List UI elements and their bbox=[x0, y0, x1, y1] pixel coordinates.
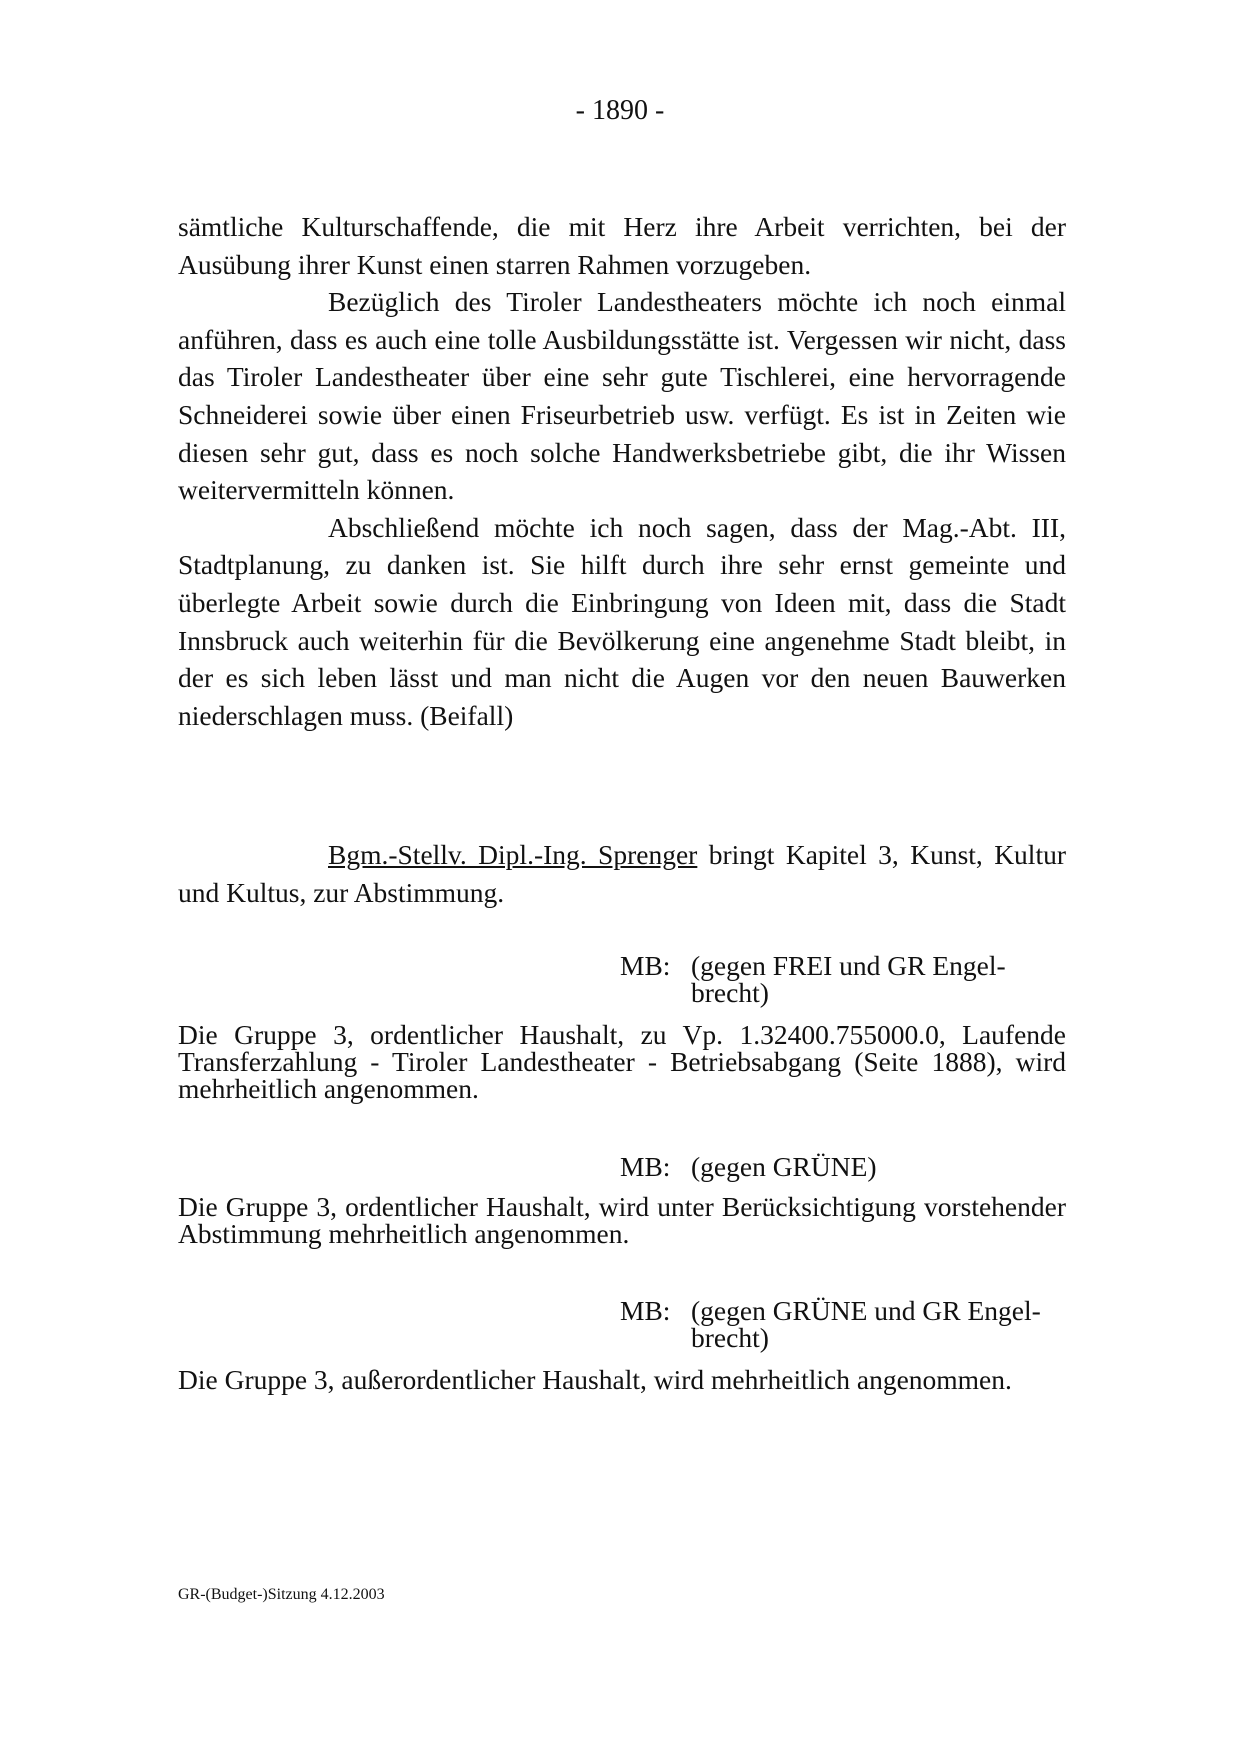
paragraph: Bezüglich des Tiroler Landestheaters möchte ich noch einmal anführen, dass es auch eine tolle Ausbildungsstätte ist. Vergessen wir nicht, dass das Tiroler Landestheater über eine sehr gute Tischlerei, eine hervorragende Schneiderei sowie über einen Friseurbetrieb usw. verfügt. Es ist in Zeiten wie diesen sehr gut, dass es noch solche Handwerksbetriebe gibt, die ihr Wissen weitervermitteln können. bbox=[178, 286, 1066, 506]
mb-label: MB: bbox=[620, 950, 671, 981]
vote-intro bbox=[178, 836, 1066, 911]
vote-result: Die Gruppe 3, ordentlicher Haushalt, zu Vp. 1.32400.755000.0, Laufende Transferzahlung - Tiroler Landestheater - Betriebsabgang (Seite 1888), wird mehrheitlich angenommen. bbox=[178, 1019, 1066, 1104]
vote-result: Die Gruppe 3, außerordentlicher Haushalt, wird mehrheitlich angenommen. bbox=[178, 1364, 1012, 1395]
vote-result: Die Gruppe 3, ordentlicher Haushalt, wird unter Berücksichtigung vorstehender Abstimmung mehrheitlich angenommen. bbox=[178, 1191, 1066, 1249]
speaker-name: Bgm.-Stellv. Dipl.-Ing. Sprenger bbox=[328, 839, 698, 870]
mb-note: (gegen FREI und GR Engel-brecht) bbox=[691, 950, 1006, 1008]
speech-text bbox=[178, 208, 1066, 734]
mb-label: MB: bbox=[620, 1151, 671, 1182]
mb-note: (gegen GRÜNE und GR Engel-brecht) bbox=[691, 1295, 1041, 1353]
page-number: - 1890 - bbox=[575, 95, 665, 126]
mb-label: MB: bbox=[620, 1295, 671, 1326]
vote-intro-paragraph bbox=[178, 836, 1066, 911]
footer-session-date: GR-(Budget-)Sitzung 4.12.2003 bbox=[178, 1586, 385, 1603]
paragraph: sämtliche Kulturschaffende, die mit Herz ihre Arbeit verrichten, bei der Ausübung ihrer Kunst einen starren Rahmen vorzugeben. bbox=[178, 211, 1066, 280]
paragraph: Abschließend möchte ich noch sagen, dass der Mag.-Abt. III, Stadtplanung, zu danken ist. Sie hilft durch ihre sehr ernst gemeinte und überlegte Arbeit sowie durch die Einbringung von Ideen mit, dass die Stadt Innsbruck auch weiterhin für die Bevölkerung eine angenehme Stadt bleibt, in der es sich leben lässt und man nicht die Augen vor den neuen Bauwerken niederschlagen muss. (Beifall) bbox=[178, 511, 1066, 731]
vote-intro-text: bringt Kapitel 3, Kunst, Kultur und Kultus, zur Abstimmung. bbox=[178, 839, 1066, 908]
mb-note: (gegen GRÜNE) bbox=[691, 1151, 877, 1182]
